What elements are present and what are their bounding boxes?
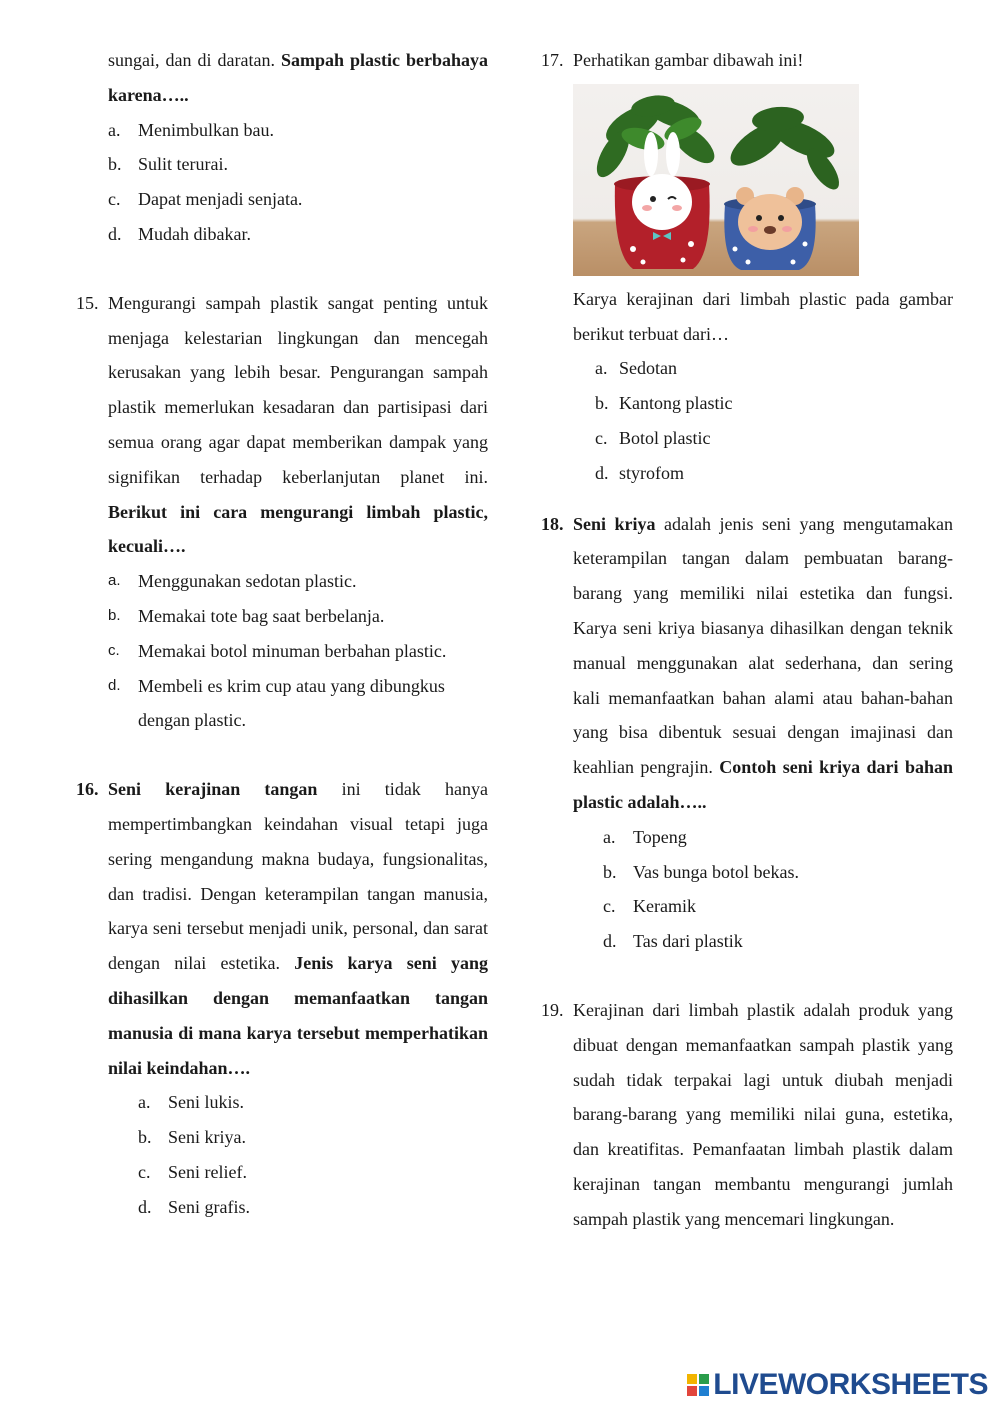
question-18-options xyxy=(541,820,953,959)
question-number: 18. xyxy=(541,513,564,534)
question-number: 15. xyxy=(76,292,99,313)
question-17-text: Karya kerajinan dari limbah plastic pada gambar berikut terbuat dari… xyxy=(573,288,953,344)
option-item[interactable]: b. Memakai tote bag saat berbelanja. xyxy=(108,605,385,626)
question-17-prompt: 17. Perhatikan gambar dibawah ini! xyxy=(541,43,953,78)
plant-pots-photo xyxy=(573,84,859,276)
option-item[interactable]: d. styrofom xyxy=(595,462,684,483)
question-14-text: sungai, dan di daratan. Sampah plastic berbahaya karena….. xyxy=(108,50,488,105)
option-item[interactable]: a. Seni lukis. xyxy=(138,1092,245,1113)
question-14-prompt: Sampah plastic berbahaya karena….. xyxy=(108,50,488,105)
question-14-options xyxy=(76,113,488,252)
question-16-text: 16. Seni kerajinan tangan ini tidak hanya mempertimbangkan keindahan visual tetapi juga sering mengandung makna budaya, fungsionalitas, dan tradisi. Dengan keterampilan tangan manusia, karya seni tersebut menjadi unik, personal, dan sarat dengan nilai estetika. Jenis karya seni yang dihasilkan dengan memanfaatkan tangan manusia di mana karya tersebut memperhatikan nilai keindahan…. xyxy=(76,772,488,1085)
question-16-prompt: Jenis karya seni yang dihasilkan dengan memanfaatkan tangan manusia di mana karya tersebut memperhatikan nilai keindahan…. xyxy=(108,953,488,1078)
option-item[interactable]: d. Seni grafis. xyxy=(138,1196,250,1217)
question-19-text: 19. Kerajinan dari limbah plastik adalah produk yang dibuat dengan memanfaatkan sampah plastik yang sudah tidak terpakai lagi untuk diubah menjadi barang-barang yang memiliki nilai guna, estetika, dan kreatifitas. Pemanfaatan limbah plastik dalam kerajinan tangan membantu mengurangi jumlah sampah plastik yang mencemari lingkungan. xyxy=(541,993,953,1237)
option-item[interactable]: c. Keramik xyxy=(603,896,696,917)
question-15-options xyxy=(76,564,488,738)
question-16-options xyxy=(76,1085,488,1224)
option-item[interactable]: c. Memakai botol minuman berbahan plastic. xyxy=(108,640,447,661)
option-item[interactable]: a. Sedotan xyxy=(595,358,677,379)
option-item[interactable]: a. Topeng xyxy=(603,826,687,847)
left-column xyxy=(76,43,488,1225)
liveworksheets-logo xyxy=(687,1368,988,1402)
option-item[interactable]: b. Vas bunga botol bekas. xyxy=(603,861,799,882)
question-15-prompt: Berikut ini cara mengurangi limbah plastic, kecuali…. xyxy=(108,501,488,557)
question-number: 17. xyxy=(541,50,564,70)
right-column xyxy=(541,43,953,1237)
option-item[interactable]: b. Seni kriya. xyxy=(138,1127,246,1148)
recycled-bottle-planters-illustration xyxy=(573,84,859,276)
question-15-text: 15. Mengurangi sampah plastik sangat penting untuk menjaga kelestarian lingkungan dan mencegah kerusakan yang lebih besar. Pengurangan sampah plastik memerlukan kesadaran dan partisipasi dari semua orang agar dapat memberikan dampak yang signifikan terhadap keberlanjutan planet ini. Berikut ini cara mengurangi limbah plastic, kecuali…. xyxy=(76,286,488,564)
option-item[interactable]: b. Kantong plastic xyxy=(595,393,733,414)
option-item[interactable]: b. Sulit terurai. xyxy=(108,154,228,175)
question-18-text: 18. Seni kriya adalah jenis seni yang mengutamakan keterampilan tangan dalam pembuatan barang-barang yang memiliki nilai estetika dan fungsi. Karya seni kriya biasanya dihasilkan dengan teknik manual menggunakan alat sederhana, dan sering kali memanfaatkan bahan alami atau bahan-bahan yang bisa dibentuk sesuai dengan imajinasi dan keahlian pengrajin. Contoh seni kriya dari bahan plastic adalah….. xyxy=(541,507,953,820)
question-number: 19. xyxy=(541,999,564,1020)
option-item[interactable]: c. Botol plastic xyxy=(595,427,711,448)
option-item[interactable]: a. Menggunakan sedotan plastic. xyxy=(108,571,357,592)
option-item[interactable]: d. Tas dari plastik xyxy=(603,931,743,952)
logo-mark-icon xyxy=(687,1374,709,1396)
option-item[interactable]: c. Seni relief. xyxy=(138,1161,247,1182)
option-item[interactable]: d. Mudah dibakar. xyxy=(108,223,251,244)
question-number: 16. xyxy=(76,779,99,800)
question-17-options xyxy=(541,351,953,490)
question-18-prompt: Contoh seni kriya dari bahan plastic adalah….. xyxy=(573,757,953,812)
option-item[interactable]: c. Dapat menjadi senjata. xyxy=(108,189,303,210)
logo-text: LIVEWORKSHEETS xyxy=(713,1368,988,1401)
option-item[interactable]: a. Menimbulkan bau. xyxy=(108,119,274,140)
option-item[interactable]: d. Membeli es krim cup atau yang dibungkus dengan plastic. xyxy=(108,675,445,731)
